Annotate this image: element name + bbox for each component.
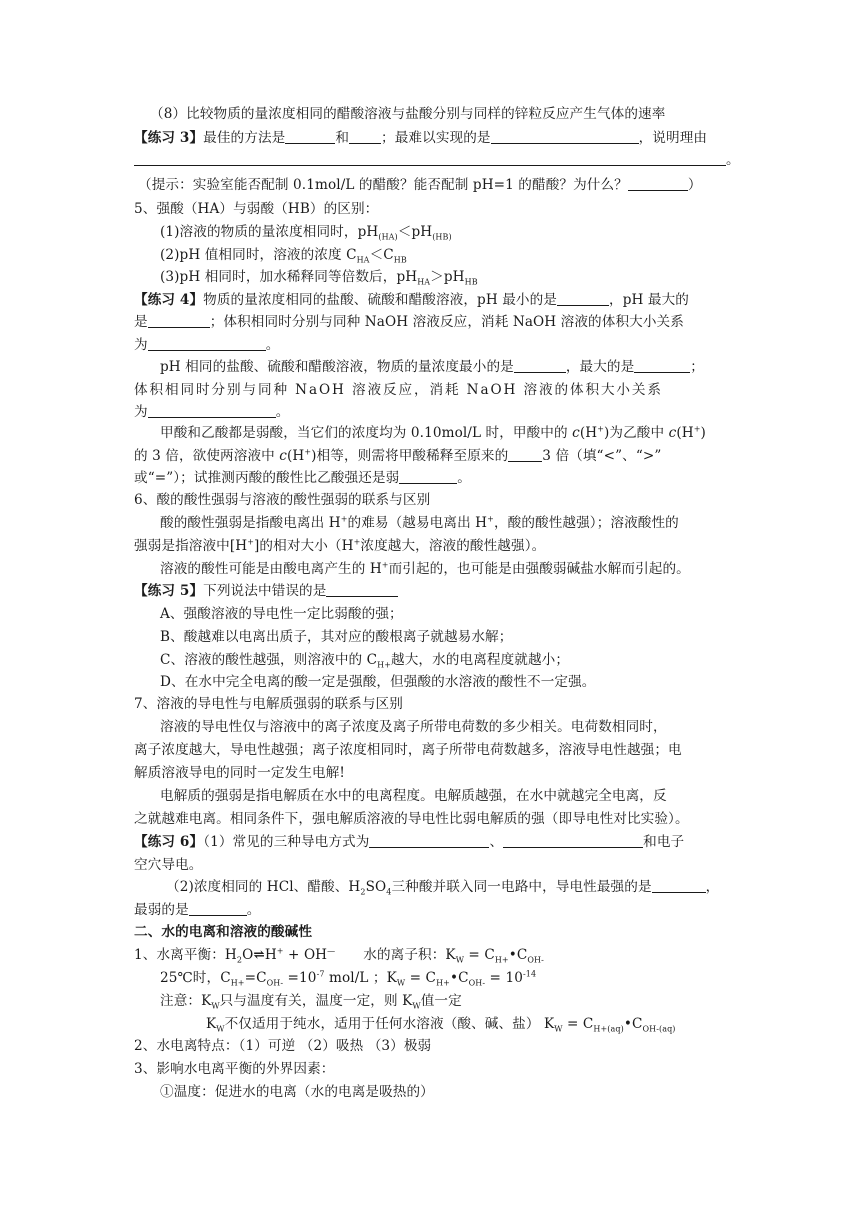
section-6-para-3: 溶液的酸性可能是由酸电离产生的 H+而引起的，也可能是由强酸弱碱盐水解而引起的。 bbox=[160, 560, 690, 577]
section-5-item-1: (1)溶液的物质的量浓度相同时，$pH_{(HA)}<pH_{(HB)}$ bbox=[160, 224, 452, 242]
section-6-para-1: 酸的酸性强弱是指酸电离出 H+的难易（越易电离出 H+，酸的酸性越强）；溶液酸性的 bbox=[160, 514, 679, 531]
section-7-line-4: 电解质的强弱是指电解质在水中的电离程度。电解质越强，在水中就越完全电离，反 bbox=[160, 788, 667, 804]
exercise-5-option-c: C、溶液的酸性越强，则溶液中的 $C_{H+}$越大，水的电离程度就越小； bbox=[160, 652, 570, 670]
exercise-4-line-1: 【练习 4】物质的量浓度相同的盐酸、硫酸和醋酸溶液，pH 最小的是 ，pH 最大的 bbox=[134, 292, 689, 308]
exercise-5: 【练习 5】下列说法中错误的是 bbox=[134, 581, 734, 602]
exercise-6-line-1: 【练习 6】（1）常见的三种导电方式为 、 和电子 bbox=[134, 834, 685, 850]
answer-blank[interactable] bbox=[557, 292, 609, 306]
answer-blank[interactable] bbox=[514, 359, 566, 373]
section-2-title: 二、水的电离和溶液的酸碱性 bbox=[134, 924, 313, 940]
formic-acid-line-2: 的 3 倍，欲使两溶液中 c(H+)相等，则需将甲酸稀释至原来的 3 倍（填“<”、“>” bbox=[134, 447, 662, 464]
answer-blank[interactable] bbox=[349, 130, 381, 144]
period: 。 bbox=[726, 152, 740, 168]
exercise-4-line-6: 为 。 bbox=[134, 404, 290, 420]
section-7-line-2: 离子浓度越大，导电性越强；离子浓度相同时，离子所带电荷数越多，溶液导电性越强；电 bbox=[134, 742, 682, 758]
section-7-line-3: 解质溶液导电的同时一定发生电解! bbox=[134, 765, 345, 781]
formic-acid-line-1: 甲酸和乙酸都是弱酸，当它们的浓度均为 0.10mol/L 时，甲酸中的 c(H+)为乙酸中 c(H+) bbox=[160, 424, 706, 441]
exercise-3: 【练习 3】最佳的方法是 和 ；最难以实现的是 ，说明理由 bbox=[134, 130, 708, 146]
answer-blank[interactable] bbox=[399, 470, 457, 484]
factor-temperature: ①温度：促进水的电离（水的电离是吸热的） bbox=[160, 1084, 434, 1100]
exercise-6-line-4: 最弱的是 。 bbox=[134, 902, 261, 918]
hint: （提示：实验室能否配制 0.1mol/L 的醋酸？能否配制 pH=1 的醋酸？为什么？ ） bbox=[138, 177, 702, 193]
answer-blank[interactable] bbox=[503, 834, 643, 848]
answer-line[interactable] bbox=[134, 165, 726, 166]
answer-blank[interactable] bbox=[148, 404, 276, 418]
exercise-6-line-3: （2)浓度相同的 HCl、醋酸、$H_2SO_4$三种酸并联入同一电路中，导电性最强的是 ， bbox=[166, 879, 720, 897]
equilibrium-arrow-icon: ⇌ bbox=[253, 947, 265, 963]
exercise-4-line-3: 为 。 bbox=[134, 337, 280, 353]
exercise-4-line-2: 是 ；体积相同时分别与同种 NaOH 溶液反应，消耗 NaOH 溶液的体积大小关系 bbox=[134, 314, 684, 330]
answer-blank[interactable] bbox=[148, 314, 210, 328]
answer-blank[interactable] bbox=[628, 177, 688, 191]
exercise-5-option-a: A、强酸溶液的导电性一定比弱酸的强； bbox=[160, 606, 403, 622]
section-6-para-2: 强弱是指溶液中[H+]的相对大小（H+浓度越大，溶液的酸性越强）。 bbox=[134, 537, 546, 554]
answer-blank[interactable] bbox=[652, 879, 706, 893]
answer-blank[interactable] bbox=[508, 448, 542, 462]
water-ionization-features: 2、水电离特点：（1）可逆 （2）吸热 （3）极弱 bbox=[134, 1038, 432, 1054]
external-factors-title: 3、影响水电离平衡的外界因素： bbox=[134, 1061, 335, 1077]
note-kw: 注意：$K_W$只与温度有关，温度一定，则 $K_W$值一定 bbox=[160, 993, 462, 1011]
section-5-title: 5、强酸（HA）与弱酸（HB）的区别： bbox=[134, 201, 379, 217]
answer-blank[interactable] bbox=[189, 902, 247, 916]
exercise-5-option-b: B、酸越难以电离出质子，其对应的酸根离子就越易水解； bbox=[160, 629, 513, 645]
exercise-4-line-5: 体积相同时分别与同种 NaOH 溶液反应，消耗 NaOH 溶液的体积大小关系 bbox=[134, 382, 663, 398]
water-25c: 25℃时，$C_{H+}=C_{OH-} =10^{-7}$ mol/L ；$K_W$ = $C_{H+}•C_{OH-} = 10^{-14}$ bbox=[160, 969, 537, 988]
exercise-4-line-4: pH 相同的盐酸、硫酸和醋酸溶液，物质的量浓度最小的是 ，最大的是 ； bbox=[160, 359, 704, 375]
answer-blank[interactable] bbox=[491, 130, 639, 144]
section-5-item-3: (3)pH 相同时，加水稀释同等倍数后，$pH_{HA}>pH_{HB}$ bbox=[160, 269, 478, 287]
exercise-3-tag: 【练习 3】 bbox=[134, 130, 204, 146]
answer-blank[interactable] bbox=[369, 834, 489, 848]
section-5-item-2: (2)pH 值相同时，溶液的浓度 $C_{HA}<C_{HB}$ bbox=[160, 247, 407, 265]
section-7-line-5: 之就越难电离。相同条件下，强电解质溶液的导电性比弱电解质的强（即导电性对比实验）。 bbox=[134, 811, 689, 827]
answer-blank[interactable] bbox=[634, 359, 690, 373]
question-8: （8）比较物质的量浓度相同的醋酸溶液与盐酸分别与同样的锌粒反应产生气体的速率 bbox=[150, 106, 666, 122]
answer-blank[interactable] bbox=[326, 583, 398, 597]
answer-blank[interactable] bbox=[148, 337, 266, 351]
section-7-line-1: 溶液的导电性仅与溶液中的离子浓度及离子所带电荷数的多少相关。电荷数相同时， bbox=[160, 719, 667, 735]
formic-acid-line-3: 或“=”）；试推测丙酸的酸性比乙酸强还是弱 。 bbox=[134, 470, 471, 486]
section-6-title: 6、酸的酸性强弱与溶液的酸性强弱的联系与区别 bbox=[134, 492, 431, 508]
water-equilibrium: 1、水离平衡：$H_2O\rightleftharpoons H^+ + OH^—$ 水的离子积：$K_W$ = $C_{H+}•C_{OH-}$ bbox=[134, 946, 544, 965]
exercise-6-line-2: 空穴导电。 bbox=[134, 857, 203, 873]
kw-applicability: $K_W$不仅适用于纯水，适用于任何水溶液（酸、碱、盐） $K_W$ = $C_{H+(aq)}•C_{OH-(aq)}$ bbox=[206, 1016, 676, 1034]
exercise-5-option-d: D、在水中完全电离的酸一定是强酸，但强酸的水溶液的酸性不一定强。 bbox=[160, 674, 596, 690]
section-7-title: 7、溶液的导电性与电解质强弱的联系与区别 bbox=[134, 696, 403, 712]
answer-blank[interactable] bbox=[285, 130, 335, 144]
